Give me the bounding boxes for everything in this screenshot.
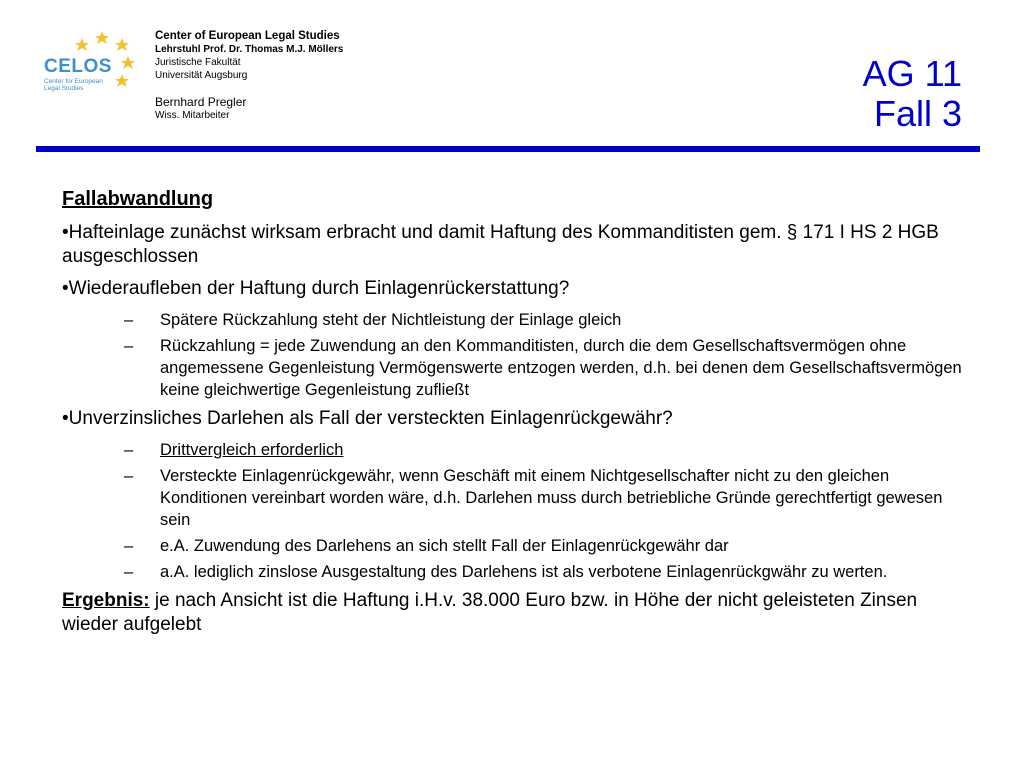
sub-bullet-text: Rückzahlung = jede Zuwendung an den Kommanditisten, durch die dem Gesellschaftsvermögen ohne angemessene Gegenleistung Vermögenswerte entzogen werden, d.h. bei denen dem Gesellschaftsvermögen keine gleichwertige Gegenleistung zufließt xyxy=(160,337,962,399)
faculty-name: Juristische Fakultät xyxy=(155,57,241,68)
sub-bullet xyxy=(62,309,967,331)
bullet-1: •Hafteinlage zunächst wirksam erbracht und damit Haftung des Kommanditisten gem. § 171 I HS 2 HGB ausgeschlossen xyxy=(62,222,939,267)
author-role: Wiss. Mitarbeiter xyxy=(155,110,230,121)
sub-bullet xyxy=(62,439,967,461)
sub-bullet-text: e.A. Zuwendung des Darlehens an sich stellt Fall der Einlagenrückgewähr dar xyxy=(160,537,729,555)
bullet-2: •Wiederaufleben der Haftung durch Einlagenrückerstattung? xyxy=(62,278,570,299)
sub-bullet xyxy=(62,535,967,557)
dash: – xyxy=(124,337,134,355)
section-heading: Fallabwandlung xyxy=(62,188,214,210)
result-text: je nach Ansicht ist die Haftung i.H.v. 38.000 Euro bzw. in Höhe der nicht geleisteten Zinsen wieder aufgelebt xyxy=(62,590,918,635)
slide-title-line1: AG 11 xyxy=(862,53,962,94)
dash: – xyxy=(124,563,134,581)
slide-title xyxy=(863,54,962,134)
dash: – xyxy=(124,441,134,459)
celos-wordmark: CELOS xyxy=(44,56,112,77)
celos-subtitle: Center for European Legal Studies xyxy=(44,78,103,92)
sub-bullet xyxy=(62,465,967,531)
slide-body xyxy=(62,188,967,637)
sub-bullet-text: a.A. lediglich zinslose Ausgestaltung des Darlehens ist als verbotene Einlagenrückgwähr zu werten. xyxy=(160,563,888,581)
sub-bullet xyxy=(62,335,967,401)
result-paragraph xyxy=(62,589,967,637)
chair-name: Lehrstuhl Prof. Dr. Thomas M.J. Möllers xyxy=(155,44,344,55)
dash: – xyxy=(124,467,134,485)
slide-title-line2: Fall 3 xyxy=(873,93,962,134)
header-divider xyxy=(36,146,980,152)
university-name: Universität Augsburg xyxy=(155,70,248,81)
dash: – xyxy=(124,537,134,555)
sub-bullet-text: Spätere Rückzahlung steht der Nichtleistung der Einlage gleich xyxy=(160,311,622,329)
bullet-3: •Unverzinsliches Darlehen als Fall der versteckten Einlagenrückgewähr? xyxy=(62,408,673,429)
author-name: Bernhard Pregler xyxy=(155,95,247,109)
institution-header xyxy=(155,30,343,122)
sub-bullet-text: Drittvergleich erforderlich xyxy=(160,441,344,459)
result-label: Ergebnis: xyxy=(62,590,150,611)
institution-name: Center of European Legal Studies xyxy=(155,30,340,42)
sub-bullet xyxy=(62,561,967,583)
dash: – xyxy=(124,311,134,329)
sub-bullet-text: Versteckte Einlagenrückgewähr, wenn Geschäft mit einem Nichtgesellschafter nicht zu den gleichen Konditionen vereinbart worden wäre, d.h. Darlehen muss durch betriebliche Gründe gerechtfertigt gewesen sein xyxy=(160,467,943,529)
